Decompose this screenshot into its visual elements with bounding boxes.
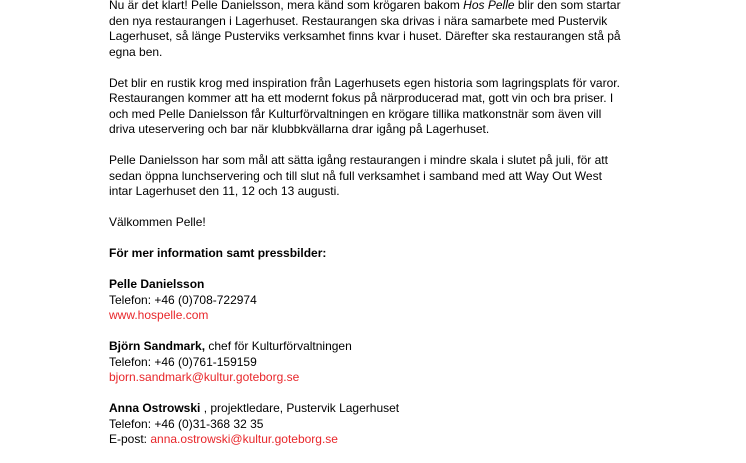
contact-role: , projektledare, Pustervik Lagerhuset (200, 401, 400, 415)
contact-phone: Telefon: +46 (0)31-368 32 35 (109, 416, 264, 431)
contact-name: Björn Sandmark, (109, 339, 206, 353)
paragraph-welcome: Välkommen Pelle! (109, 215, 206, 229)
contact-name: Pelle Danielsson (109, 277, 205, 291)
contact-phone: Telefon: +46 (0)708-722974 (109, 292, 257, 307)
email-label: E-post: (109, 432, 151, 446)
paragraph-intro-line1-end: blir den som startar (514, 0, 621, 12)
contact-name-line (109, 339, 709, 355)
paragraph-intro-start: Nu är det klart! Pelle Danielsson, mera känd som krögaren bakom (109, 0, 464, 12)
press-release-document (109, 0, 709, 463)
contact-name: Anna Ostrowski (109, 401, 201, 415)
email-link[interactable]: anna.ostrowski@kultur.goteborg.se (150, 432, 338, 446)
restaurant-name-italic: Hos Pelle (463, 0, 515, 12)
contact-pelle-danielsson (109, 277, 709, 324)
contact-phone: Telefon: +46 (0)761-159159 (109, 354, 257, 369)
info-heading: För mer information samt pressbilder: (109, 246, 327, 260)
paragraph-intro (109, 0, 709, 60)
paragraph-concept: Det blir en rustik krog med inspiration från Lagerhusets egen historia som lagringsplats för varor. Restaurangen kommer att ha ett modernt fokus på närproducerad mat, gott vin och bra priser. I och med Pelle Danielsson får Kulturförvaltningen en krögare tillika matkonstnär som även vill driva uteservering och bar när klubbkvällarna drar igång på Lagerhuset. (109, 75, 620, 136)
email-link[interactable]: bjorn.sandmark@kultur.goteborg.se (109, 370, 300, 384)
website-link[interactable]: www.hospelle.com (109, 308, 209, 322)
contact-name-line (109, 277, 709, 293)
paragraph-intro-rest: den nya restaurangen i Lagerhuset. Restaurangen ska drivas i nära samarbete med Pustervik Lagerhuset, så länge Pusterviks verksamhet finns kvar i huset. Därefter ska restaurangen stå på egna ben. (109, 13, 621, 59)
contact-bjorn-sandmark (109, 339, 709, 386)
contact-anna-ostrowski (109, 401, 709, 448)
contact-name-line (109, 401, 709, 417)
paragraph-timeline: Pelle Danielsson har som mål att sätta igång restaurangen i mindre skala i slutet på juli, för att sedan öppna lunchservering och till slut nå full verksamhet i samband med att Way Out West intar Lagerhuset den 11, 12 och 13 augusti. (109, 153, 608, 198)
contact-role: chef för Kulturförvaltningen (205, 339, 352, 353)
